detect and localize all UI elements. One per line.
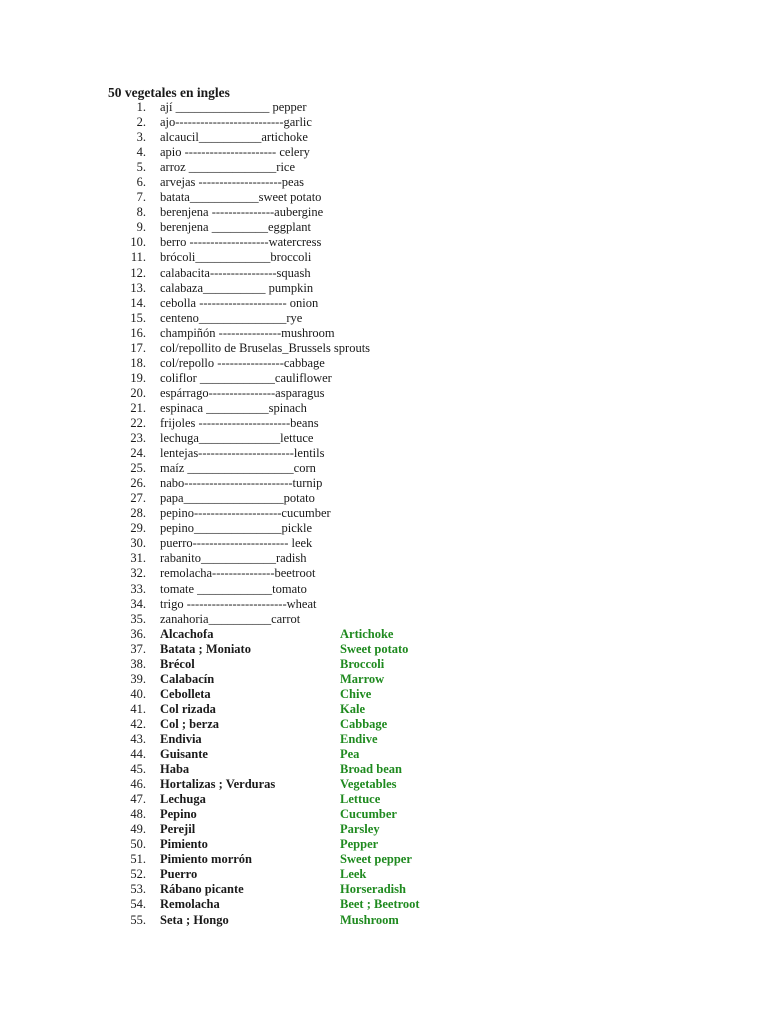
- list-item: [0, 446, 768, 461]
- item-number: 54.: [130, 897, 146, 912]
- item-translation: pepino---------------------cucumber: [160, 506, 331, 521]
- english-word: Kale: [340, 701, 365, 716]
- item-translation: coliflor ____________cauliflower: [160, 370, 332, 385]
- english-word: Pepper: [340, 837, 379, 852]
- item-number: 23.: [130, 431, 146, 446]
- item-translation: ajo--------------------------garlic: [160, 115, 312, 130]
- item-translation: remolacha---------------beetroot: [160, 566, 316, 581]
- english-word: Endive: [340, 731, 378, 746]
- item-number: 32.: [130, 566, 146, 581]
- item-translation: rabanito____________radish: [160, 551, 307, 566]
- english-word: Vegetables: [340, 777, 397, 792]
- item-translation: pepino______________pickle: [160, 521, 313, 536]
- list-item: [0, 702, 768, 717]
- item-translation: espárrago----------------asparagus: [160, 385, 325, 400]
- list-item: [0, 642, 768, 657]
- list-item: [0, 296, 768, 311]
- list-item: [0, 882, 768, 897]
- item-number: 34.: [130, 596, 146, 611]
- spanish-word: Calabacín: [160, 671, 215, 686]
- list-item: [0, 341, 768, 356]
- spanish-word: Col ; berza: [160, 716, 220, 731]
- item-number: 6.: [136, 175, 146, 190]
- spanish-word: Remolacha: [160, 897, 220, 912]
- list-item: [0, 657, 768, 672]
- list-item: [0, 401, 768, 416]
- item-number: 20.: [130, 385, 146, 400]
- english-word: Beet ; Beetroot: [340, 897, 420, 912]
- list-item: [0, 566, 768, 581]
- item-number: 25.: [130, 461, 146, 476]
- item-number: 45.: [130, 762, 146, 777]
- item-translation: papa________________potato: [160, 491, 315, 506]
- item-number: 37.: [130, 641, 146, 656]
- item-number: 1.: [136, 100, 146, 114]
- item-translation: col/repollito de Bruselas_Brussels sprouts: [160, 340, 371, 355]
- item-number: 27.: [130, 491, 146, 506]
- item-number: 18.: [130, 355, 146, 370]
- item-translation: berenjena _________eggplant: [160, 220, 311, 235]
- item-number: 19.: [130, 370, 146, 385]
- item-number: 47.: [130, 792, 146, 807]
- item-translation: col/repollo ----------------cabbage: [160, 355, 325, 370]
- list-item: [0, 807, 768, 822]
- item-number: 55.: [130, 912, 146, 927]
- item-number: 28.: [130, 506, 146, 521]
- item-translation: berro -------------------watercress: [160, 235, 322, 250]
- list-item: [0, 792, 768, 807]
- item-translation: cebolla --------------------- onion: [160, 295, 319, 310]
- item-number: 10.: [130, 235, 146, 250]
- item-number: 5.: [136, 160, 146, 175]
- list-item: [0, 130, 768, 145]
- list-item: [0, 476, 768, 491]
- spanish-word: Col rizada: [160, 701, 216, 716]
- item-number: 15.: [130, 310, 146, 325]
- item-number: 51.: [130, 852, 146, 867]
- item-number: 4.: [136, 145, 146, 160]
- list-item: [0, 266, 768, 281]
- list-item: [0, 281, 768, 296]
- spanish-word: Lechuga: [160, 792, 206, 807]
- item-translation: frijoles ----------------------beans: [160, 415, 319, 430]
- list-item: [0, 762, 768, 777]
- english-word: Artichoke: [340, 626, 394, 641]
- item-number: 26.: [130, 476, 146, 491]
- spanish-word: Puerro: [160, 867, 198, 882]
- item-number: 16.: [130, 325, 146, 340]
- list-item: [0, 431, 768, 446]
- item-number: 41.: [130, 701, 146, 716]
- item-number: 13.: [130, 280, 146, 295]
- item-number: 17.: [130, 340, 146, 355]
- item-translation: lentejas-----------------------lentils: [160, 446, 325, 461]
- item-number: 31.: [130, 551, 146, 566]
- item-translation: centeno______________rye: [160, 310, 303, 325]
- vocabulary-list: [0, 100, 768, 928]
- list-item: [0, 687, 768, 702]
- list-item: [0, 672, 768, 687]
- item-translation: zanahoria__________carrot: [160, 611, 301, 626]
- item-translation: berenjena ---------------aubergine: [160, 205, 324, 220]
- spanish-word: Seta ; Hongo: [160, 912, 229, 927]
- list-item: [0, 612, 768, 627]
- english-word: Cabbage: [340, 716, 388, 731]
- list-item: [0, 205, 768, 220]
- page-title: 50 vegetales en ingles: [108, 85, 230, 100]
- list-item: [0, 371, 768, 386]
- list-item: [0, 536, 768, 551]
- item-number: 49.: [130, 822, 146, 837]
- list-item: [0, 897, 768, 912]
- english-word: Sweet pepper: [340, 852, 412, 867]
- english-word: Horseradish: [340, 882, 406, 897]
- list-item: [0, 521, 768, 536]
- item-number: 52.: [130, 867, 146, 882]
- item-number: 30.: [130, 536, 146, 551]
- list-item: [0, 491, 768, 506]
- item-number: 24.: [130, 446, 146, 461]
- spanish-word: Rábano picante: [160, 882, 244, 897]
- item-number: 39.: [130, 671, 146, 686]
- item-number: 2.: [136, 115, 146, 130]
- list-item: [0, 190, 768, 205]
- list-item: [0, 913, 768, 928]
- english-word: Cucumber: [340, 807, 397, 822]
- english-word: Leek: [340, 867, 367, 882]
- list-item: [0, 220, 768, 235]
- list-item: [0, 717, 768, 732]
- item-translation: ají _______________ pepper: [160, 100, 307, 114]
- list-item: [0, 732, 768, 747]
- item-number: 40.: [130, 686, 146, 701]
- spanish-word: Pimiento: [160, 837, 208, 852]
- item-translation: apio ---------------------- celery: [160, 145, 310, 160]
- item-translation: calabaza__________ pumpkin: [160, 280, 314, 295]
- spanish-word: Haba: [160, 762, 190, 777]
- item-number: 43.: [130, 731, 146, 746]
- list-item: [0, 115, 768, 130]
- item-number: 44.: [130, 747, 146, 762]
- list-item: [0, 627, 768, 642]
- item-number: 50.: [130, 837, 146, 852]
- english-word: Marrow: [340, 671, 385, 686]
- list-item: [0, 597, 768, 612]
- item-translation: arvejas --------------------peas: [160, 175, 304, 190]
- item-translation: puerro----------------------- leek: [160, 536, 313, 551]
- item-number: 29.: [130, 521, 146, 536]
- item-number: 7.: [136, 190, 146, 205]
- item-number: 36.: [130, 626, 146, 641]
- english-word: Sweet potato: [340, 641, 409, 656]
- list-item: [0, 386, 768, 401]
- spanish-word: Pepino: [160, 807, 197, 822]
- spanish-word: Perejil: [160, 822, 196, 837]
- item-translation: champiñón ---------------mushroom: [160, 325, 335, 340]
- spanish-word: Batata ; Moniato: [160, 641, 251, 656]
- item-number: 33.: [130, 581, 146, 596]
- item-number: 12.: [130, 265, 146, 280]
- english-word: Pea: [340, 747, 360, 762]
- item-number: 46.: [130, 777, 146, 792]
- list-item: [0, 356, 768, 371]
- list-item: [0, 311, 768, 326]
- item-number: 53.: [130, 882, 146, 897]
- item-translation: alcaucil__________artichoke: [160, 130, 308, 145]
- list-item: [0, 250, 768, 265]
- item-translation: brócoli____________broccoli: [160, 250, 312, 265]
- list-item: [0, 461, 768, 476]
- item-number: 9.: [136, 220, 146, 235]
- list-item: [0, 160, 768, 175]
- item-number: 35.: [130, 611, 146, 626]
- item-translation: nabo--------------------------turnip: [160, 476, 323, 491]
- list-item: [0, 416, 768, 431]
- item-translation: espinaca __________spinach: [160, 400, 307, 415]
- list-item: [0, 852, 768, 867]
- list-item: [0, 867, 768, 882]
- item-number: 21.: [130, 400, 146, 415]
- item-number: 14.: [130, 295, 146, 310]
- item-number: 38.: [130, 656, 146, 671]
- list-item: [0, 582, 768, 597]
- spanish-word: Cebolleta: [160, 686, 211, 701]
- item-number: 22.: [130, 415, 146, 430]
- spanish-word: Guisante: [160, 747, 208, 762]
- item-translation: lechuga_____________lettuce: [160, 431, 314, 446]
- item-translation: trigo ------------------------wheat: [160, 596, 317, 611]
- list-item: [0, 822, 768, 837]
- list-item: [0, 747, 768, 762]
- item-number: 8.: [136, 205, 146, 220]
- list-item: [0, 326, 768, 341]
- english-word: Broad bean: [340, 762, 402, 777]
- item-translation: batata___________sweet potato: [160, 190, 322, 205]
- english-word: Lettuce: [340, 792, 381, 807]
- spanish-word: Hortalizas ; Verduras: [160, 777, 276, 792]
- spanish-word: Brécol: [160, 656, 195, 671]
- english-word: Mushroom: [340, 912, 399, 927]
- spanish-word: Pimiento morrón: [160, 852, 252, 867]
- item-number: 48.: [130, 807, 146, 822]
- item-number: 11.: [130, 250, 146, 265]
- list-item: [0, 145, 768, 160]
- list-item: [0, 235, 768, 250]
- list-item: [0, 551, 768, 566]
- english-word: Chive: [340, 686, 372, 701]
- spanish-word: Alcachofa: [160, 626, 214, 641]
- spanish-word: Endivia: [160, 731, 202, 746]
- item-translation: tomate ____________tomato: [160, 581, 307, 596]
- item-translation: calabacita----------------squash: [160, 265, 311, 280]
- english-word: Broccoli: [340, 656, 385, 671]
- item-translation: arroz ______________rice: [160, 160, 296, 175]
- list-item: [0, 777, 768, 792]
- item-number: 42.: [130, 716, 146, 731]
- list-item: [0, 506, 768, 521]
- item-translation: maíz _________________corn: [160, 461, 316, 476]
- list-item: [0, 837, 768, 852]
- list-item: [0, 100, 768, 115]
- list-item: [0, 175, 768, 190]
- english-word: Parsley: [340, 822, 380, 837]
- item-number: 3.: [136, 130, 146, 145]
